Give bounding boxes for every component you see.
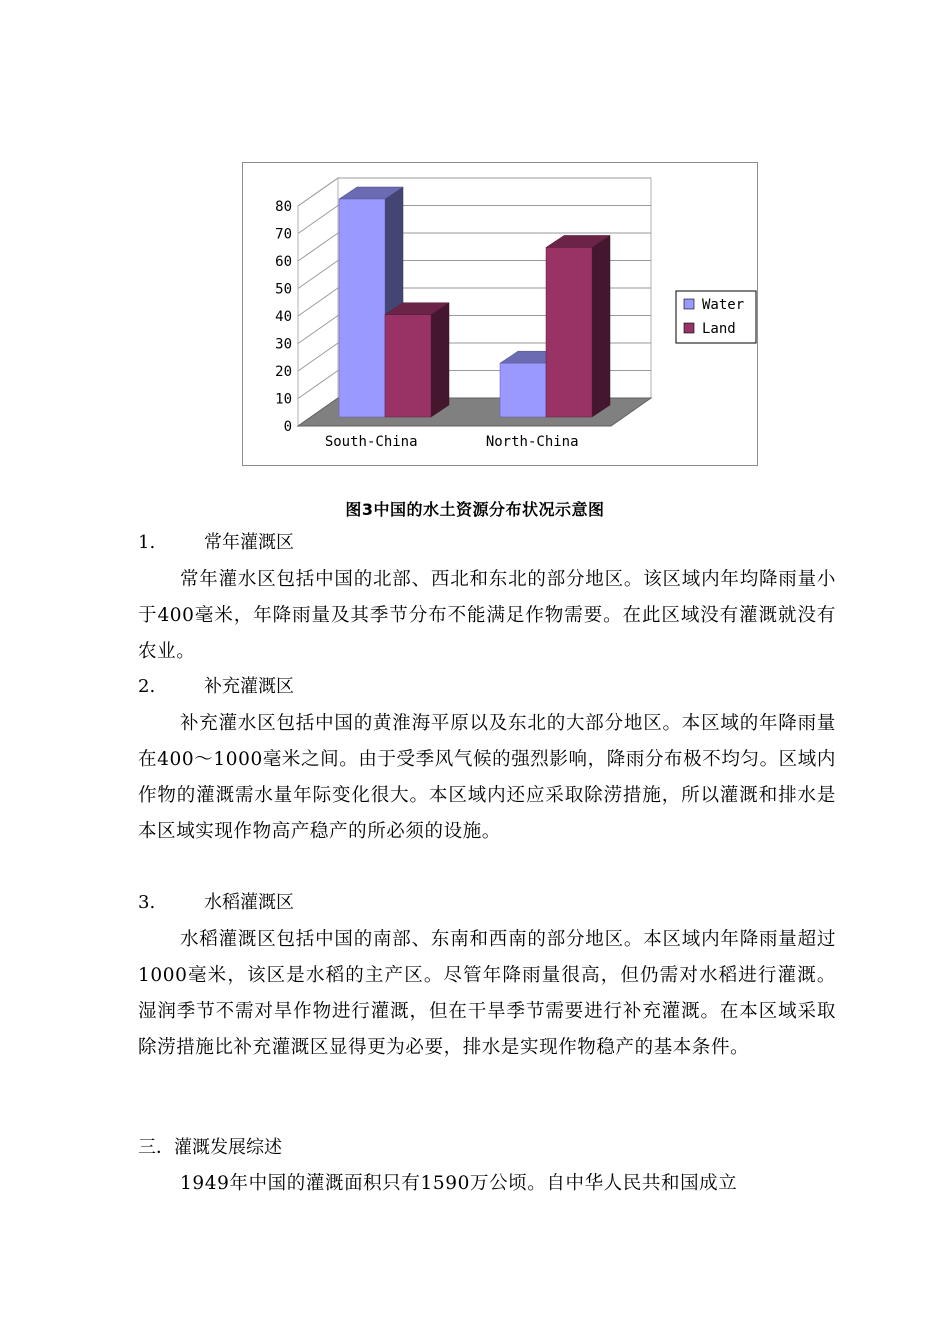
section-2-heading <box>138 676 294 698</box>
section-3-heading <box>138 892 294 914</box>
chart-figure <box>242 162 758 466</box>
bar-chart <box>243 163 757 465</box>
section-1-number: 1. <box>138 532 156 553</box>
section-3-body: 水稻灌溉区包括中国的南部、东南和西南的部分地区。本区域内年降雨量超过1000毫米，该区是水稻的主产区。尽管年降雨量很高，但仍需对水稻进行灌溉。湿润季节不需对旱作物进行灌溉，但在干旱季节需要进行补充灌溉。在本区域采取除涝措施比补充灌溉区显得更为必要，排水是实现作物稳产的基本条件。 <box>138 929 836 1058</box>
section-1-title: 常年灌溉区 <box>204 532 294 553</box>
bar-land-0 <box>385 315 431 417</box>
y-tick-label: 0 <box>283 419 292 435</box>
legend-swatch <box>684 323 694 333</box>
bar-side <box>592 235 610 417</box>
y-tick-label: 20 <box>275 364 292 380</box>
section-2-title: 补充灌溉区 <box>204 676 294 697</box>
section-3-number: 3. <box>138 892 156 913</box>
section-1-heading <box>138 532 294 554</box>
section-1-body: 常年灌水区包括中国的北部、西北和东北的部分地区。该区域内年均降雨量小于400毫米，年降雨量及其季节分布不能满足作物需要。在此区域没有灌溉就没有农业。 <box>138 569 836 662</box>
bar-side <box>431 303 449 417</box>
y-tick-label: 40 <box>275 309 292 325</box>
x-tick-label: South-China <box>324 434 418 450</box>
y-tick-label: 80 <box>275 199 292 215</box>
legend-label: Land <box>702 321 736 337</box>
legend-label: Water <box>702 297 745 313</box>
section-2-body: 补充灌水区包括中国的黄淮海平原以及东北的大部分地区。本区域的年降雨量在400～1000毫米之间。由于受季风气候的强烈影响，降雨分布极不均匀。区域内作物的灌溉需水量年际变化很大。本区域内还应采取除涝措施，所以灌溉和排水是本区域实现作物高产稳产的所必须的设施。 <box>138 713 836 842</box>
chapter-body: 1949年中国的灌溉面积只有1590万公顷。自中华人民共和国成立 <box>180 1173 738 1194</box>
bar-water-0 <box>339 199 385 417</box>
bar-water-1 <box>500 363 546 417</box>
section-3-title: 水稻灌溉区 <box>204 892 294 913</box>
y-tick-label: 60 <box>275 254 292 270</box>
chapter-heading: 三．灌溉发展综述 <box>138 1137 282 1158</box>
y-tick-label: 10 <box>275 391 292 408</box>
bar-land-1 <box>546 247 592 417</box>
y-tick-label: 50 <box>275 281 292 298</box>
x-tick-label: North-China <box>485 434 579 450</box>
section-2-number: 2. <box>138 676 156 697</box>
figure-caption: 图3中国的水土资源分布状况示意图 <box>345 500 605 519</box>
y-tick-label: 70 <box>275 226 292 243</box>
legend-swatch <box>684 299 694 309</box>
y-tick-label: 30 <box>275 336 292 353</box>
